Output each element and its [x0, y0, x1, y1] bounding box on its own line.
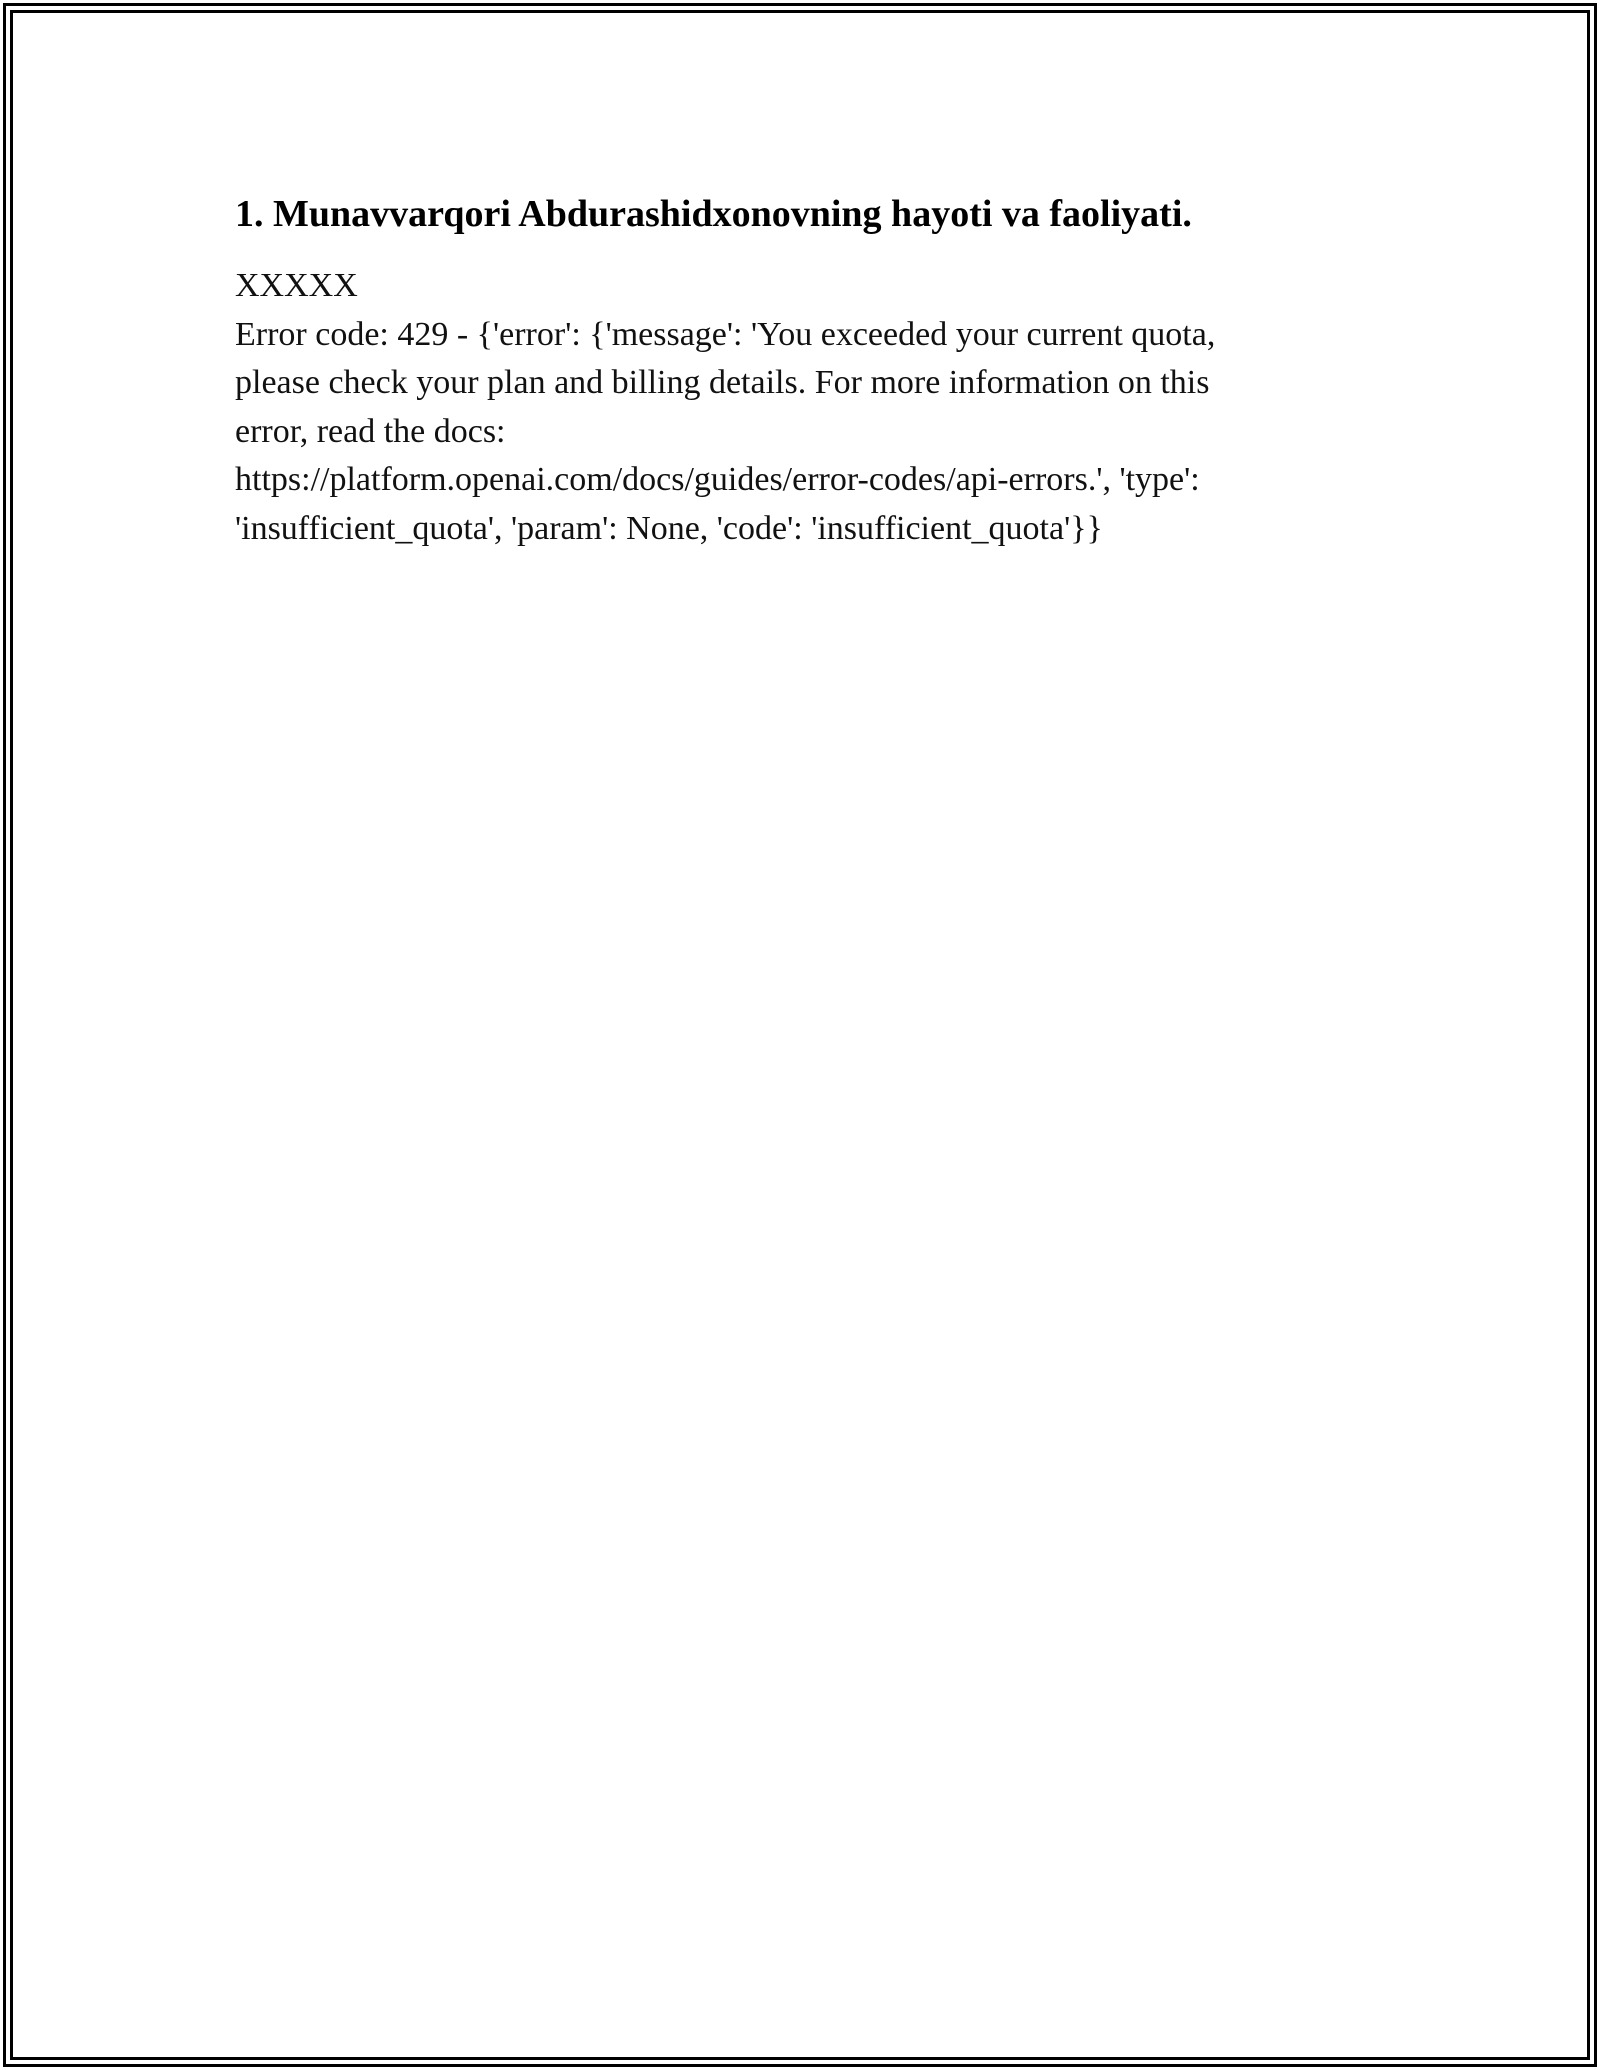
error-line: https://platform.openai.com/docs/guides/error-codes/api-errors.', 'type':	[235, 461, 1200, 498]
error-line: Error code: 429 - {'error': {'message': 'You exceeded your current quota,	[235, 315, 1216, 353]
document-body	[235, 188, 1365, 553]
placeholder-text: XXXXX	[235, 267, 358, 304]
error-line: please check your plan and billing details. For more information on this	[235, 364, 1210, 401]
error-line: error, read the docs:	[235, 412, 506, 450]
section-text	[235, 262, 1365, 553]
error-line: 'insufficient_quota', 'param': None, 'code': 'insufficient_quota'}}	[235, 509, 1103, 547]
section-heading: 1. Munavvarqori Abdurashidxonovning hayoti va faoliyati.	[235, 193, 1192, 235]
